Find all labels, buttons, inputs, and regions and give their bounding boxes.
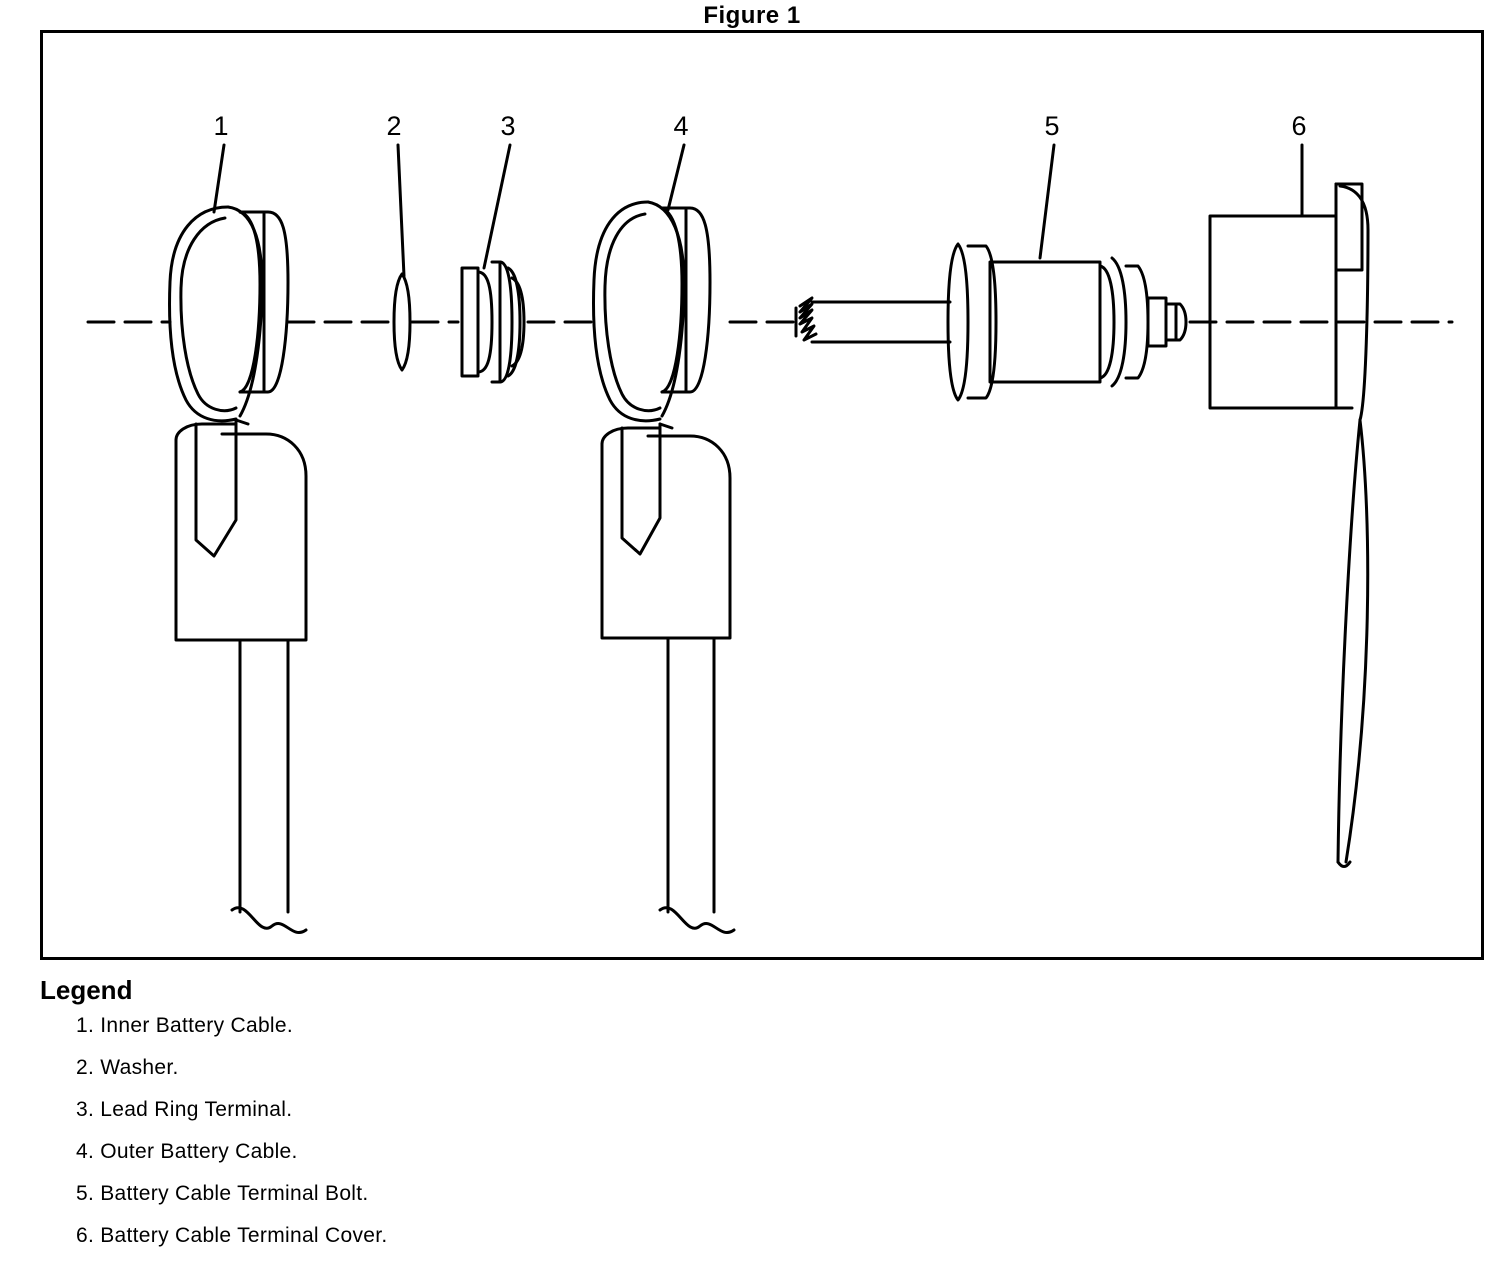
legend-item: 5. Battery Cable Terminal Bolt. (76, 1182, 369, 1205)
legend-item: 6. Battery Cable Terminal Cover. (76, 1224, 388, 1247)
callout-leaders (214, 145, 1302, 276)
part-3-lead-ring-terminal (462, 262, 524, 382)
callout-number-1: 1 (213, 111, 229, 141)
callout-number-5: 5 (1044, 111, 1060, 141)
legend (40, 975, 840, 1266)
legend-title: Legend (40, 975, 133, 1005)
callout-number-2: 2 (386, 111, 402, 141)
part-4-outer-battery-cable (594, 202, 734, 932)
legend-item: 2. Washer. (76, 1056, 179, 1079)
callout-number-6: 6 (1291, 111, 1307, 141)
part-5-battery-cable-terminal-bolt (796, 244, 1186, 400)
callout-number-3: 3 (500, 111, 516, 141)
legend-item: 3. Lead Ring Terminal. (76, 1098, 293, 1121)
callout-numbers (213, 111, 1306, 141)
callout-number-4: 4 (673, 111, 689, 141)
part-1-inner-battery-cable (170, 207, 306, 932)
legend-item: 1. Inner Battery Cable. (76, 1014, 294, 1037)
part-6-battery-cable-terminal-cover (1210, 184, 1368, 867)
figure-title: Figure 1 (703, 2, 801, 29)
part-2-washer (394, 274, 410, 370)
legend-item: 4. Outer Battery Cable. (76, 1140, 298, 1163)
